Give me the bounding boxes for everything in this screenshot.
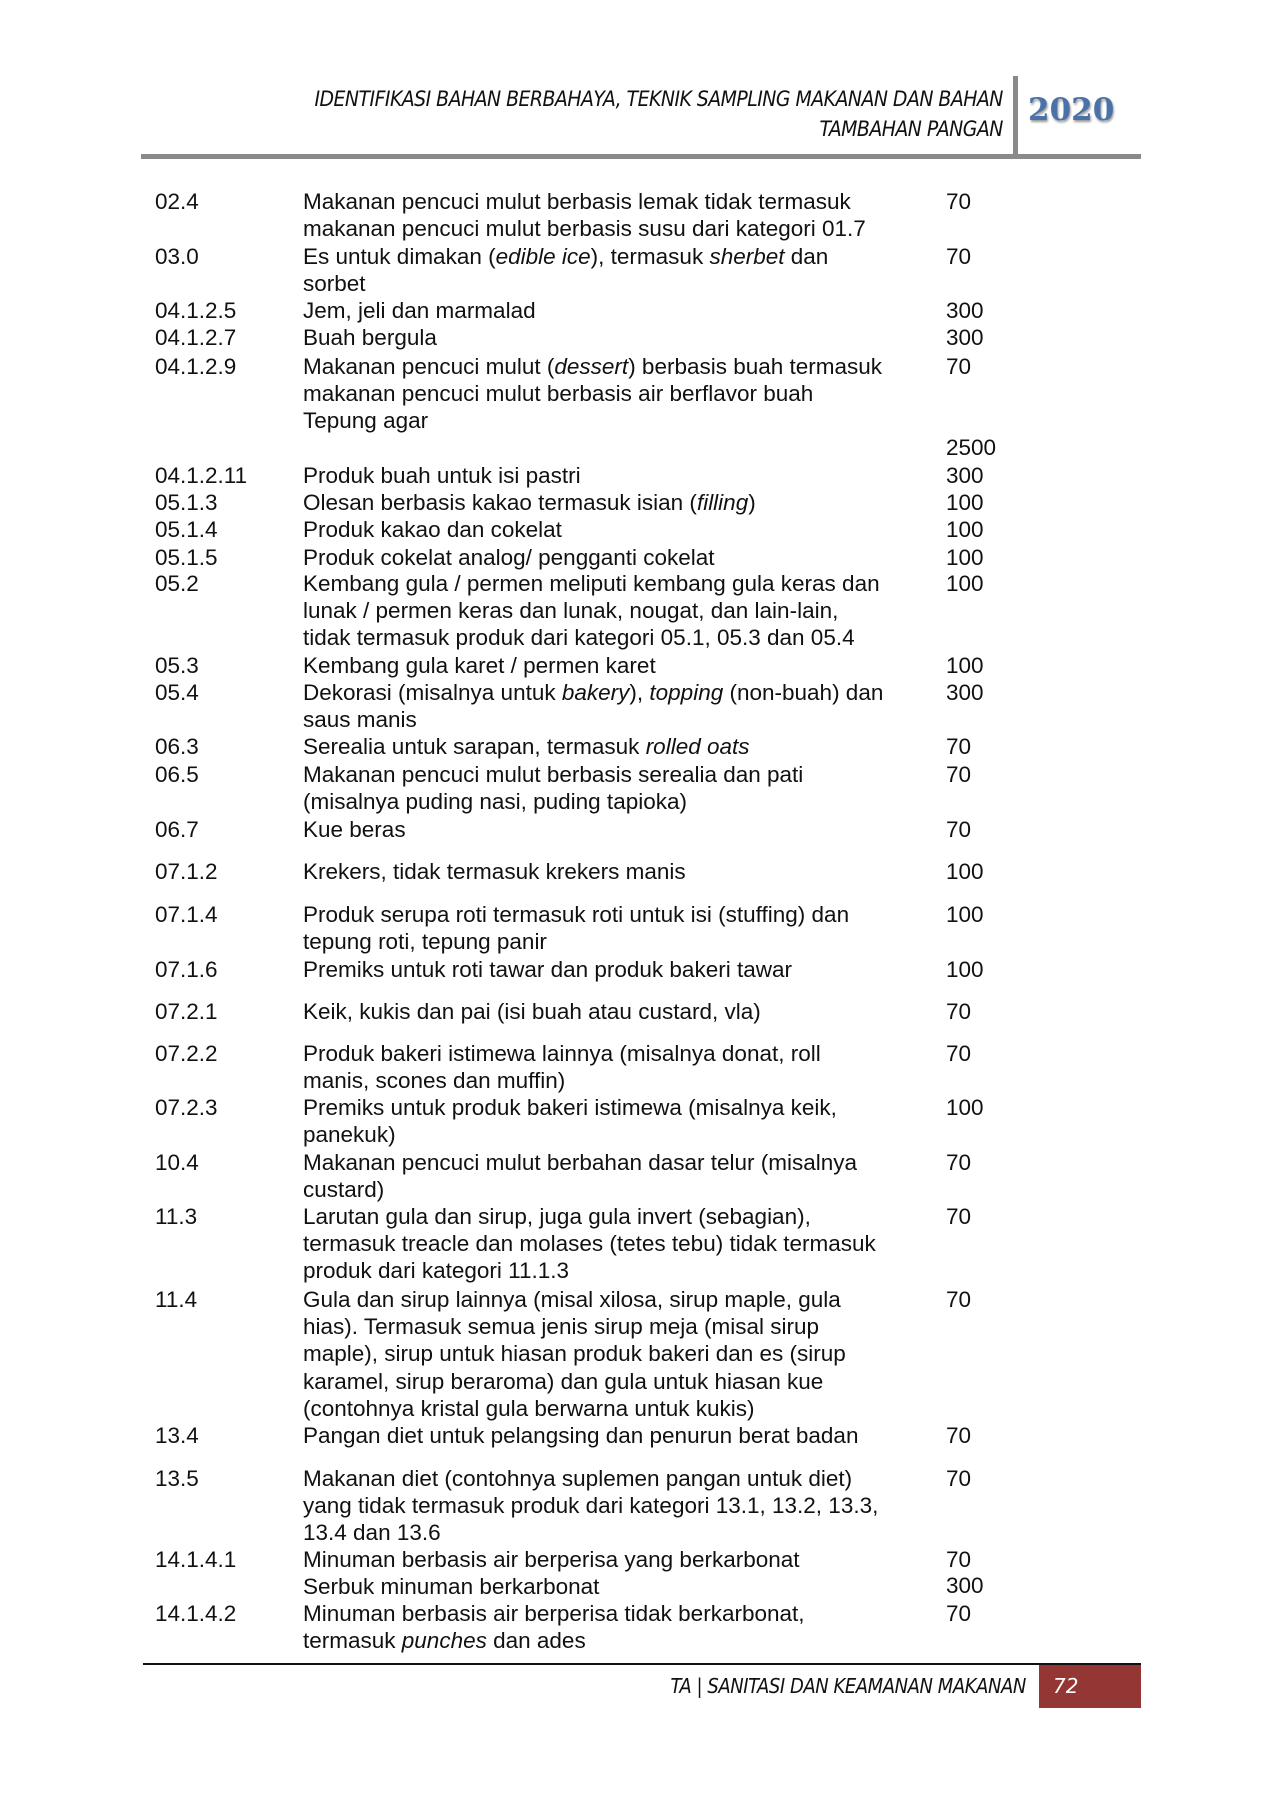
description-line — [303, 353, 943, 380]
text-segment: Krekers, tidak termasuk krekers manis — [303, 859, 686, 884]
category-description — [303, 188, 943, 242]
description-line — [303, 761, 943, 788]
category-code: 04.1.2.11 — [155, 463, 248, 488]
description-line — [303, 1395, 943, 1422]
category-description — [303, 570, 943, 652]
text-segment: Kembang gula karet / permen karet — [303, 653, 656, 678]
description-line — [303, 788, 943, 815]
text-segment: yang tidak termasuk produk dari kategori 13.1, 13.2, 13.3, — [303, 1493, 879, 1519]
description-line — [303, 733, 943, 760]
category-description — [303, 1422, 943, 1449]
description-line — [303, 489, 943, 516]
max-limit-value: 100 — [946, 571, 984, 596]
description-line — [303, 462, 943, 489]
category-description — [303, 324, 943, 351]
category-description — [303, 761, 943, 815]
description-line — [303, 1340, 943, 1367]
category-code: 07.2.1 — [155, 999, 218, 1024]
text-segment: Kembang gula / permen meliputi kembang gula keras dan — [303, 571, 880, 596]
description-line — [303, 1176, 943, 1203]
text-segment: custard) — [303, 1177, 385, 1203]
max-limit-value: 2500 — [946, 435, 997, 460]
description-line — [303, 858, 943, 885]
text-segment: Serbuk minuman berkarbonat — [303, 1574, 600, 1600]
text-segment: Pangan diet untuk pelangsing dan penurun berat badan — [303, 1423, 859, 1448]
description-line — [303, 516, 943, 543]
text-segment: Produk kakao dan cokelat — [303, 517, 562, 542]
title-line-1: IDENTIFIKASI BAHAN BERBAHAYA, TEKNIK SAMPLING MAKANAN DAN BAHAN — [314, 87, 1003, 111]
text-segment: Jem, jeli dan marmalad — [303, 298, 536, 323]
category-code: 06.5 — [155, 762, 199, 787]
description-line — [303, 901, 943, 928]
category-description — [303, 1600, 943, 1654]
italic-term: bakery — [561, 680, 630, 705]
category-code: 05.1.3 — [155, 490, 218, 515]
category-description — [303, 489, 943, 516]
italic-term: edible ice — [495, 244, 591, 269]
text-segment: tepung roti, tepung panir — [303, 929, 547, 955]
description-line — [303, 1519, 943, 1546]
text-segment: panekuk) — [303, 1122, 396, 1148]
description-line — [303, 1094, 943, 1121]
description-line — [303, 624, 943, 651]
category-description — [303, 1040, 943, 1094]
header-year: 2020 — [1028, 92, 1115, 128]
description-line — [303, 1465, 943, 1492]
footer-text: TA | SANITASI DAN KEAMANAN MAKANAN — [670, 1674, 1026, 1698]
category-description — [303, 652, 943, 679]
text-segment: Es untuk dimakan ( — [303, 244, 496, 269]
description-line — [303, 1203, 943, 1230]
text-segment: ) berbasis buah termasuk — [628, 354, 883, 379]
max-limit-value: 100 — [946, 1095, 984, 1120]
category-description — [303, 544, 943, 571]
description-line — [303, 380, 943, 407]
max-limit-value: 70 — [946, 1547, 972, 1572]
description-line — [303, 1573, 943, 1600]
text-segment: hias). Termasuk semua jenis sirup meja (misal sirup — [303, 1314, 820, 1340]
description-line — [303, 1546, 943, 1573]
text-segment: Premiks untuk roti tawar dan produk bakeri tawar — [303, 957, 792, 982]
description-line — [303, 1257, 943, 1284]
header-rule — [141, 154, 1141, 159]
category-description — [303, 516, 943, 543]
max-limit-value: 70 — [946, 1204, 972, 1229]
category-description — [303, 297, 943, 324]
page-number-box — [1039, 1665, 1141, 1708]
document-title — [315, 84, 1003, 144]
category-description — [303, 733, 943, 760]
category-code: 10.4 — [155, 1150, 199, 1175]
text-segment: ), — [629, 680, 650, 705]
category-code: 05.1.4 — [155, 517, 218, 542]
max-limit-value: 70 — [946, 1601, 972, 1626]
max-limit-value: 70 — [946, 354, 972, 379]
category-code: 14.1.4.1 — [155, 1547, 237, 1572]
max-limit-value: 70 — [946, 1287, 972, 1312]
italic-term: dessert — [554, 354, 629, 379]
text-segment: Produk serupa roti termasuk roti untuk isi (stuffing) dan — [303, 902, 850, 927]
category-description — [303, 998, 943, 1025]
max-limit-value: 100 — [946, 545, 984, 570]
category-code: 06.3 — [155, 734, 199, 759]
max-limit-value: 70 — [946, 762, 972, 787]
category-code: 07.2.2 — [155, 1041, 218, 1066]
category-description — [303, 1149, 943, 1203]
text-segment: (non-buah) dan — [723, 680, 884, 705]
category-code: 07.1.6 — [155, 957, 218, 982]
footer-rule — [143, 1663, 1141, 1665]
max-limit-value: 70 — [946, 999, 972, 1024]
description-line — [303, 1286, 943, 1313]
text-segment: (misalnya puding nasi, puding tapioka) — [303, 789, 687, 815]
max-limit-value: 100 — [946, 859, 984, 884]
category-code: 06.7 — [155, 817, 199, 842]
text-segment: Buah bergula — [303, 325, 437, 350]
category-code: 03.0 — [155, 244, 199, 269]
text-segment: Minuman berbasis air berperisa yang berkarbonat — [303, 1547, 800, 1572]
description-line — [303, 1149, 943, 1176]
description-line — [303, 188, 943, 215]
max-limit-value: 300 — [946, 463, 984, 488]
max-limit-value: 100 — [946, 517, 984, 542]
text-segment: Minuman berbasis air berperisa tidak berkarbonat, — [303, 1601, 805, 1626]
text-segment: Produk buah untuk isi pastri — [303, 463, 581, 488]
description-line — [303, 652, 943, 679]
max-limit-value: 70 — [946, 189, 972, 214]
text-segment: Serealia untuk sarapan, termasuk — [303, 734, 646, 759]
max-limit-value: 70 — [946, 1041, 972, 1066]
italic-term: sherbet — [709, 244, 785, 269]
description-line — [303, 956, 943, 983]
category-code: 04.1.2.7 — [155, 325, 237, 350]
category-description — [303, 1286, 943, 1422]
text-segment: Dekorasi (misalnya untuk — [303, 680, 562, 705]
text-segment: Makanan diet (contohnya suplemen pangan untuk diet) — [303, 1466, 853, 1491]
category-description — [303, 816, 943, 843]
text-segment: Premiks untuk produk bakeri istimewa (misalnya keik, — [303, 1095, 837, 1120]
text-segment: Olesan berbasis kakao termasuk isian ( — [303, 490, 697, 515]
text-segment: termasuk — [303, 1628, 402, 1654]
max-limit-value: 70 — [946, 1466, 972, 1491]
max-limit-value: 70 — [946, 1423, 972, 1448]
category-description — [303, 1094, 943, 1148]
max-limit-value: 70 — [946, 817, 972, 842]
description-line — [303, 1230, 943, 1257]
description-line — [303, 544, 943, 571]
max-limit-value: 100 — [946, 957, 984, 982]
category-code: 07.1.2 — [155, 859, 218, 884]
description-line — [303, 998, 943, 1025]
text-segment: Makanan pencuci mulut berbasis lemak tidak termasuk — [303, 189, 851, 214]
description-line — [303, 1368, 943, 1395]
text-segment: manis, scones dan muffin) — [303, 1068, 566, 1094]
description-line — [303, 706, 943, 733]
category-code: 05.3 — [155, 653, 199, 678]
category-code: 11.3 — [155, 1204, 198, 1229]
text-segment: (contohnya kristal gula berwarna untuk kukis) — [303, 1395, 755, 1421]
category-code: 05.4 — [155, 680, 199, 705]
description-line — [303, 1067, 943, 1094]
text-segment: ), termasuk — [590, 244, 710, 269]
description-line — [303, 1422, 943, 1449]
category-description — [303, 1203, 943, 1285]
text-segment: makanan pencuci mulut berbasis susu dari kategori 01.7 — [303, 216, 866, 242]
category-description — [303, 1465, 943, 1547]
text-segment: Produk bakeri istimewa lainnya (misalnya donat, roll — [303, 1041, 821, 1066]
category-description — [303, 243, 943, 297]
description-line — [303, 270, 943, 297]
text-segment: maple), sirup untuk hiasan produk bakeri dan es (sirup — [303, 1341, 846, 1367]
text-segment: Tepung agar — [303, 408, 429, 434]
description-line — [303, 297, 943, 324]
text-segment: 13.4 dan 13.6 — [303, 1520, 441, 1546]
page-number: 72 — [1053, 1674, 1079, 1698]
text-segment: Keik, kukis dan pai (isi buah atau custard, vla) — [303, 999, 761, 1024]
title-line-2: TAMBAHAN PANGAN — [819, 117, 1003, 141]
text-segment: dan — [784, 244, 829, 269]
max-limit-value: 300 — [946, 1573, 984, 1598]
description-line — [303, 1313, 943, 1340]
text-segment: karamel, sirup beraroma) dan gula untuk hiasan kue — [303, 1368, 824, 1394]
text-segment: termasuk treacle dan molases (tetes tebu) tidak termasuk — [303, 1231, 876, 1257]
italic-term: topping — [649, 680, 724, 705]
description-line — [303, 1040, 943, 1067]
text-segment: Larutan gula dan sirup, juga gula invert (sebagian), — [303, 1204, 811, 1229]
text-segment: makanan pencuci mulut berbasis air berflavor buah — [303, 381, 814, 407]
text-segment: sorbet — [303, 271, 366, 297]
category-code: 02.4 — [155, 189, 199, 214]
description-line — [303, 407, 943, 434]
text-segment: dan ades — [486, 1628, 586, 1654]
text-segment: ) — [748, 490, 756, 515]
header-divider — [1013, 76, 1018, 158]
category-description — [303, 1546, 943, 1600]
description-line — [303, 928, 943, 955]
max-limit-value: 100 — [946, 490, 984, 515]
text-segment: Gula dan sirup lainnya (misal xilosa, sirup maple, gula — [303, 1287, 841, 1312]
italic-term: filling — [696, 490, 749, 515]
category-code: 04.1.2.5 — [155, 298, 237, 323]
italic-term: rolled oats — [645, 734, 750, 759]
category-code: 07.1.4 — [155, 902, 218, 927]
category-code: 05.2 — [155, 571, 199, 596]
max-limit-value: 70 — [946, 734, 972, 759]
italic-term: punches — [401, 1628, 487, 1654]
max-limit-value: 100 — [946, 653, 984, 678]
category-description — [303, 353, 943, 435]
description-line — [303, 597, 943, 624]
text-segment: Makanan pencuci mulut ( — [303, 354, 555, 379]
text-segment: tidak termasuk produk dari kategori 05.1, 05.3 dan 05.4 — [303, 625, 855, 651]
description-line — [303, 1121, 943, 1148]
category-code: 14.1.4.2 — [155, 1601, 237, 1626]
category-description — [303, 462, 943, 489]
max-limit-value: 70 — [946, 244, 972, 269]
category-description — [303, 858, 943, 885]
description-line — [303, 679, 943, 706]
description-line — [303, 324, 943, 351]
text-segment: Makanan pencuci mulut berbasis serealia dan pati — [303, 762, 804, 787]
description-line — [303, 570, 943, 597]
category-code: 13.5 — [155, 1466, 199, 1491]
max-limit-value: 300 — [946, 325, 984, 350]
category-code: 04.1.2.9 — [155, 354, 237, 379]
text-segment: produk dari kategori 11.1.3 — [303, 1258, 570, 1284]
description-line — [303, 1600, 943, 1627]
text-segment: Kue beras — [303, 817, 406, 842]
category-code: 07.2.3 — [155, 1095, 218, 1120]
category-description — [303, 679, 943, 733]
max-limit-value: 300 — [946, 298, 984, 323]
category-code: 13.4 — [155, 1423, 199, 1448]
category-code: 11.4 — [155, 1287, 198, 1312]
description-line — [303, 1492, 943, 1519]
max-limit-value: 300 — [946, 680, 984, 705]
text-segment: Makanan pencuci mulut berbahan dasar telur (misalnya — [303, 1150, 858, 1175]
category-description — [303, 901, 943, 955]
text-segment: saus manis — [303, 707, 417, 733]
max-limit-value: 70 — [946, 1150, 972, 1175]
text-segment: lunak / permen keras dan lunak, nougat, dan lain-lain, — [303, 598, 839, 624]
description-line — [303, 1627, 943, 1654]
category-code: 05.1.5 — [155, 545, 218, 570]
description-line — [303, 816, 943, 843]
max-limit-value: 100 — [946, 902, 984, 927]
category-description — [303, 956, 943, 983]
text-segment: Produk cokelat analog/ pengganti cokelat — [303, 545, 715, 570]
description-line — [303, 215, 943, 242]
description-line — [303, 243, 943, 270]
